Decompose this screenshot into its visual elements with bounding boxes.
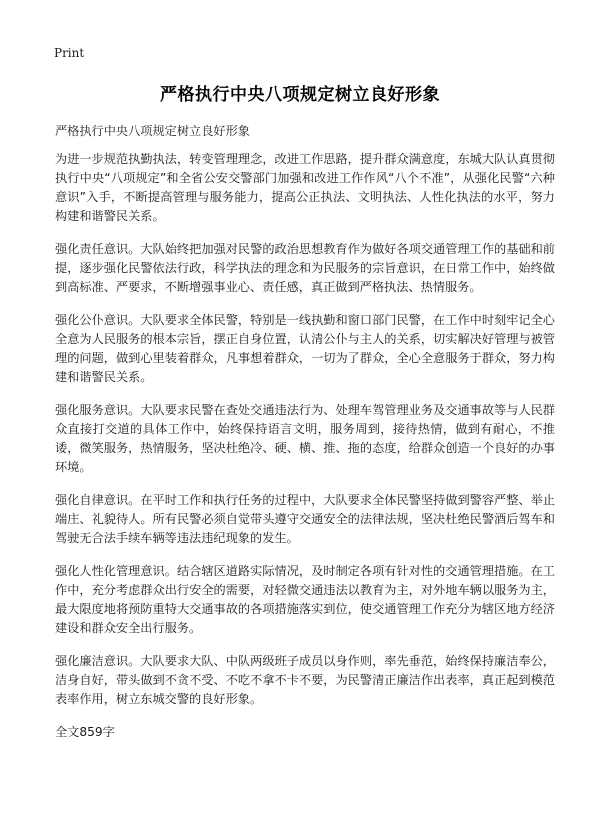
article-title: 严格执行中央八项规定树立良好形象 — [160, 85, 440, 105]
article-body — [55, 150, 555, 740]
paragraph-self-discipline: 强化自律意识。在平时工作和执行任务的过程中，大队要求全体民警坚持做到警容严整、举止端庄、礼貌待人。所有民警必须自觉带头遵守交通安全的法律法规，坚决杜绝民警酒后驾车和驾驶无合法手续车辆等违法违纪现象的发生。 — [55, 493, 555, 545]
paragraph-public-servant: 强化公仆意识。大队要求全体民警，特别是一线执勤和窗口部门民警，在工作中时刻牢记全心全意为人民服务的根本宗旨，摆正自身位置，认清公仆与主人的关系，切实解决好管理与被管理的问题，做到心里装着群众，凡事想着群众，一切为了群众，全心全意服务于群众，努力构建和谐警民关系。 — [55, 313, 555, 384]
paragraph-humane-management: 强化人性化管理意识。结合辖区道路实际情况，及时制定各项有针对性的交通管理措施。在工作中，充分考虑群众出行安全的需要，对轻微交通违法以教育为主，对外地车辆以服务为主，最大限度地将预防重特大交通事故的各项措施落实到位，使交通管理工作充分为辖区地方经济建设和群众安全出行服务。 — [55, 564, 555, 635]
paragraph-intro: 为进一步规范执勤执法，转变管理理念，改进工作思路，提升群众满意度，东城大队认真贯彻执行中央“八项规定”和全省公安交警部门加强和改进工作作风“八个不准”，从强化民警“六种意识”入手，不断提高管理与服务能力，提高公正执法、文明执法、人性化执法的水平，努力构建和谐警民关系。 — [55, 152, 555, 223]
paragraph-service: 强化服务意识。大队要求民警在查处交通违法行为、处理车驾管理业务及交通事故等与人民群众直接打交道的具体工作中，始终保持语言文明，服务周到，接待热情，做到有耐心，不推诿，微笑服务，热情服务，坚决杜绝冷、硬、横、推、拖的态度，给群众创造一个良好的办事环境。 — [55, 403, 555, 474]
paragraph-integrity: 强化廉洁意识。大队要求大队、中队两级班子成员以身作则，率先垂范，始终保持廉洁奉公，洁身自好，带头做到不贪不受、不吃不拿不卡不要，为民警清正廉洁作出表率，真正起到模范表率作用，树立东城交警的良好形象。 — [55, 654, 555, 706]
article-subtitle: 严格执行中央八项规定树立良好形象 — [55, 124, 250, 138]
print-link[interactable]: Print — [54, 46, 85, 60]
paragraph-responsibility: 强化责任意识。大队始终把加强对民警的政治思想教育作为做好各项交通管理工作的基础和前提，逐步强化民警依法行政，科学执法的理念和为民服务的宗旨意识，在日常工作中，始终做到高标准、严要求，不断增强事业心、责任感，真正做到严格执法、热情服务。 — [55, 242, 555, 294]
word-count: 全文859字 — [55, 725, 115, 739]
